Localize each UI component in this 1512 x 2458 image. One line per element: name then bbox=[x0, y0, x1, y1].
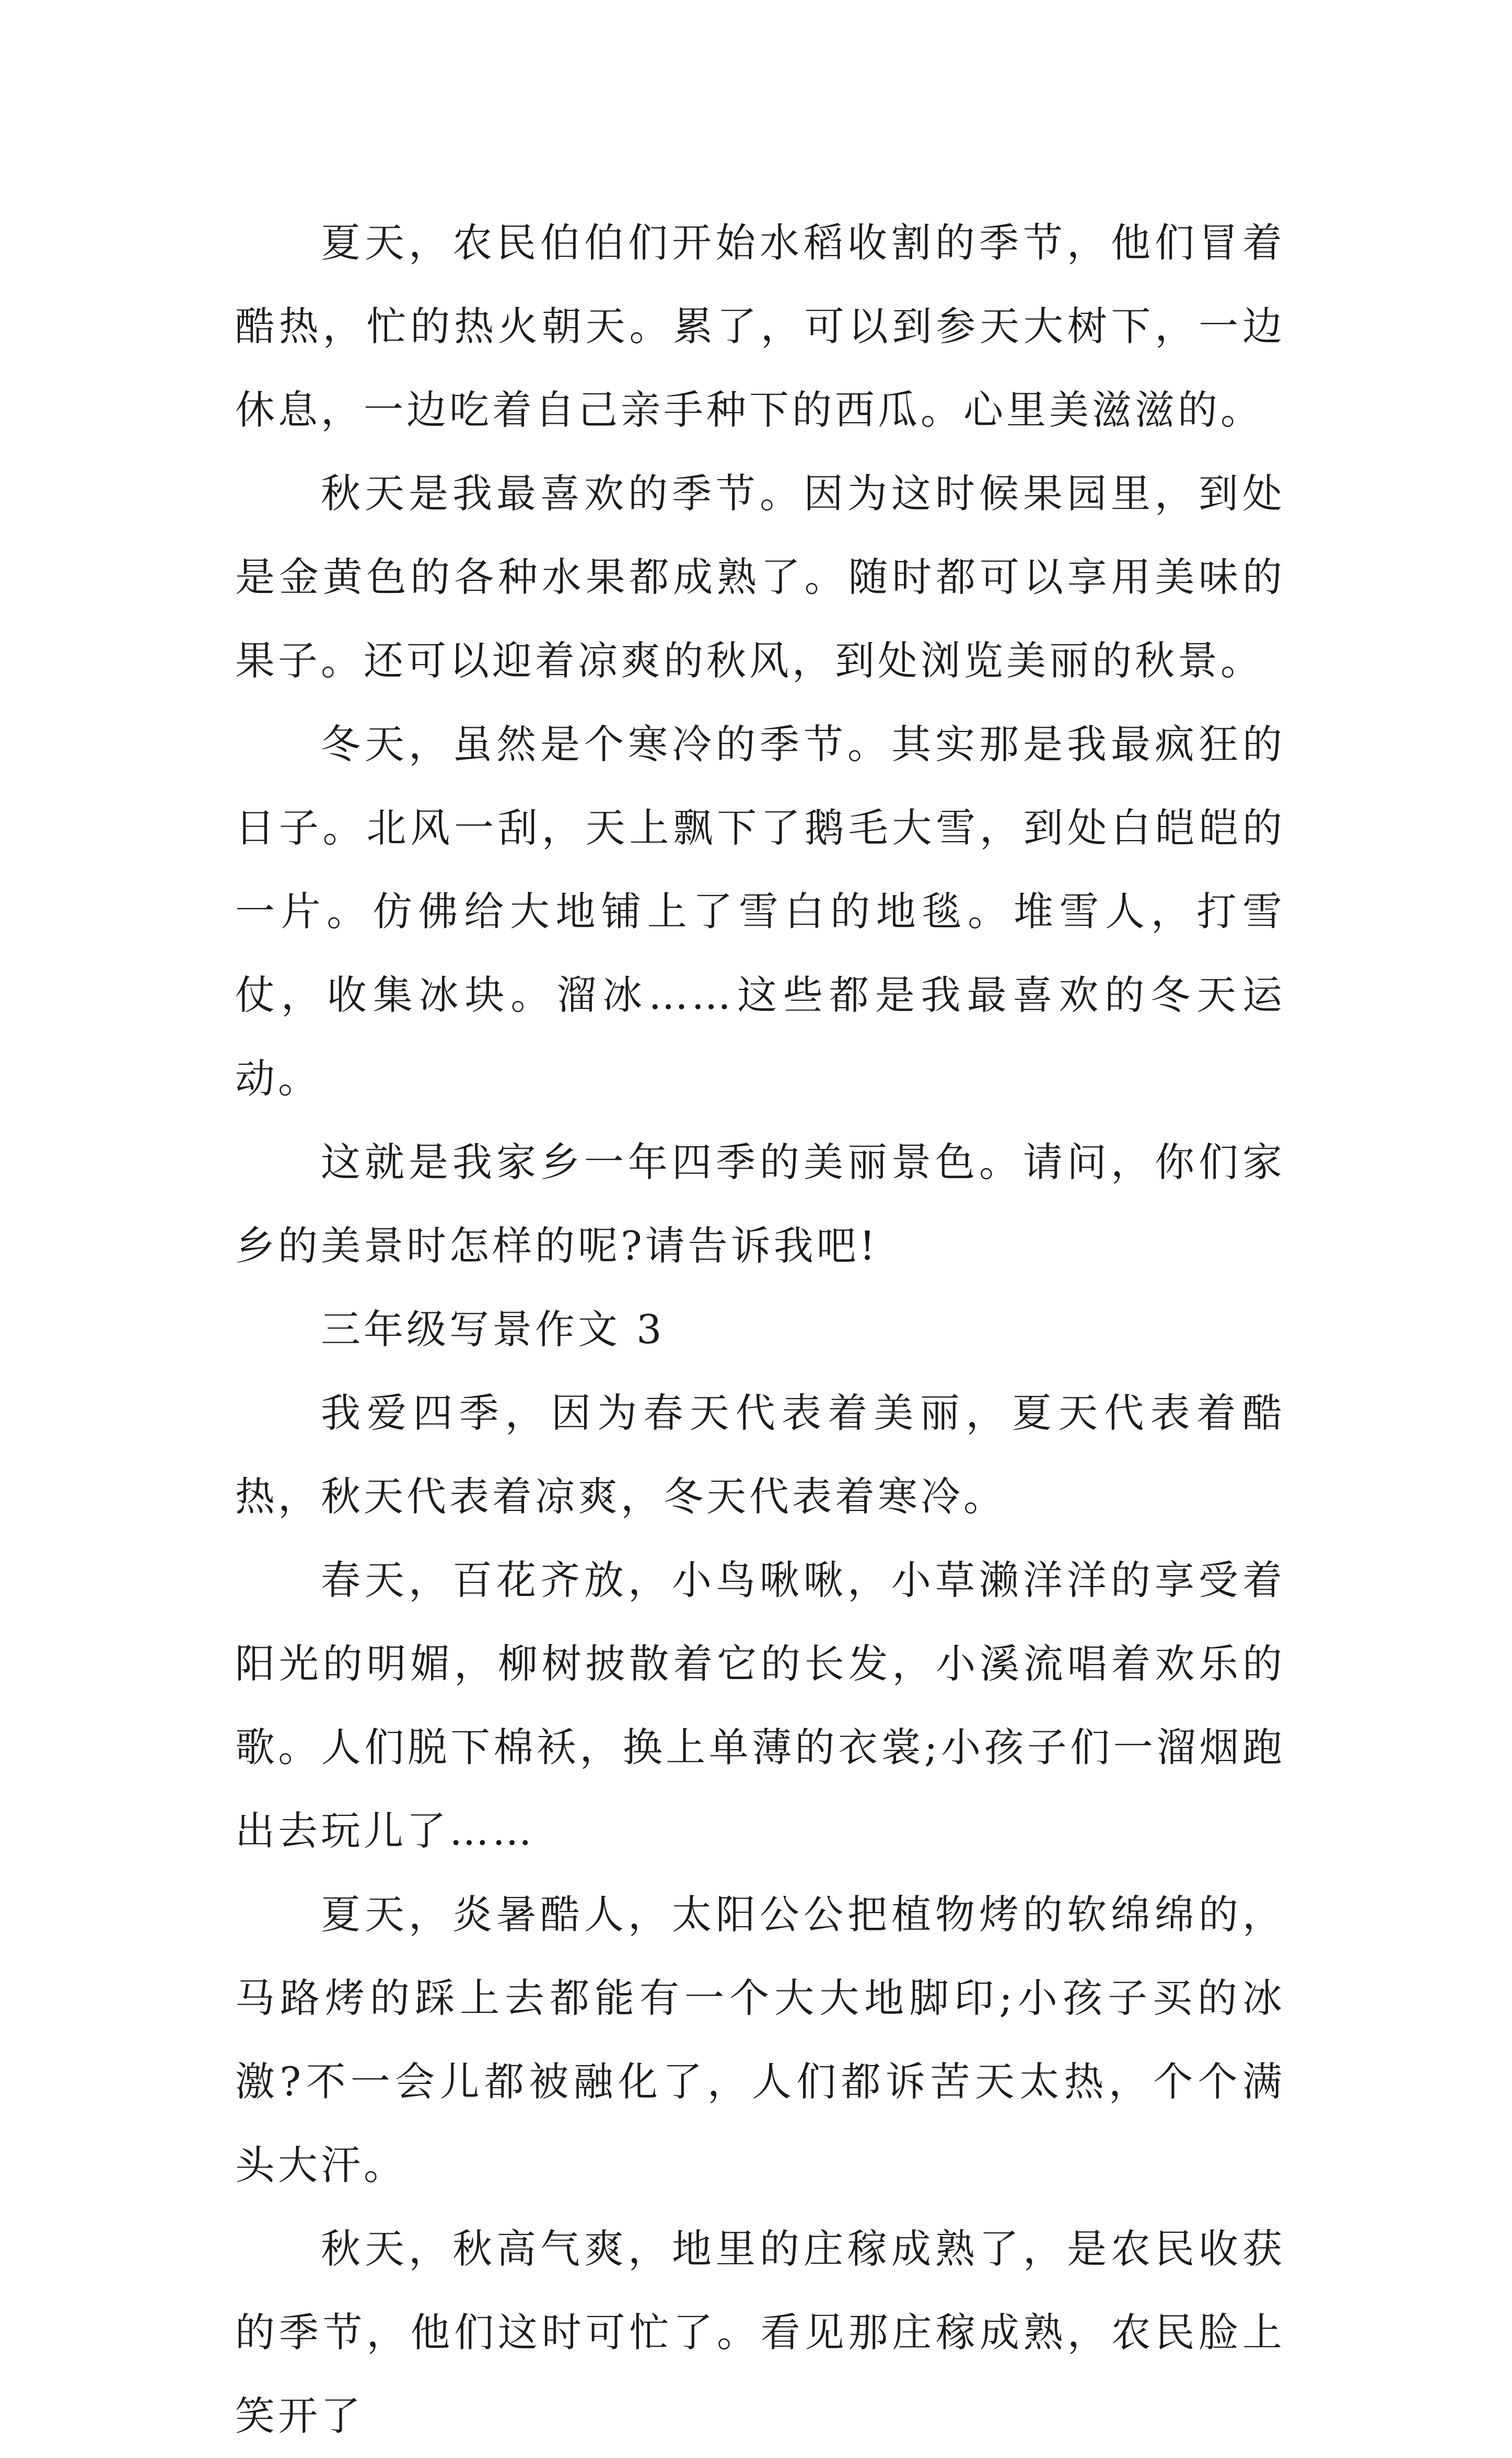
paragraph-summer-2: 夏天，炎暑酷人，太阳公公把植物烤的软绵绵的，马路烤的踩上去都能有一个大大地脚印;小孩子买的冰激?不一会儿都被融化了，人们都诉苦天太热，个个满头大汗。 bbox=[235, 1891, 1285, 2188]
paragraph-summer: 夏天，农民伯伯们开始水稻收割的季节，他们冒着酷热，忙的热火朝天。累了，可以到参天大树下，一边休息，一边吃着自己亲手种下的西瓜。心里美滋滋的。 bbox=[235, 219, 1285, 433]
section-title: 三年级写景作文 3 bbox=[321, 1306, 665, 1353]
paragraph-winter: 冬天，虽然是个寒冷的季节。其实那是我最疯狂的日子。北风一刮，天上飘下了鹅毛大雪，到处白皑皑的一片。仿佛给大地铺上了雪白的地毯。堆雪人，打雪仗，收集冰块。溜冰……这些都是我最喜欢的冬天运动。 bbox=[235, 721, 1285, 1102]
paragraph-autumn-2: 秋天，秋高气爽，地里的庄稼成熟了，是农民收获的季节，他们这时可忙了。看见那庄稼成熟，农民脸上笑开了 bbox=[235, 2226, 1285, 2439]
paragraph-autumn: 秋天是我最喜欢的季节。因为这时候果园里，到处是金黄色的各种水果都成熟了。随时都可以享用美味的果子。还可以迎着凉爽的秋风，到处浏览美丽的秋景。 bbox=[235, 470, 1285, 684]
paragraph-conclusion: 这就是我家乡一年四季的美丽景色。请问，你们家乡的美景时怎样的呢?请告诉我吧! bbox=[235, 1139, 1285, 1269]
paragraph-spring-2: 春天，百花齐放，小鸟啾啾，小草濑洋洋的享受着阳光的明媚，柳树披散着它的长发，小溪流唱着欢乐的歌。人们脱下棉袄，换上单薄的衣裳;小孩子们一溜烟跑出去玩儿了…… bbox=[235, 1557, 1285, 1854]
paragraph-intro-seasons: 我爱四季，因为春天代表着美丽，夏天代表着酷热，秋天代表着凉爽，冬天代表着寒冷。 bbox=[235, 1390, 1285, 1520]
document-body bbox=[235, 201, 1285, 2458]
